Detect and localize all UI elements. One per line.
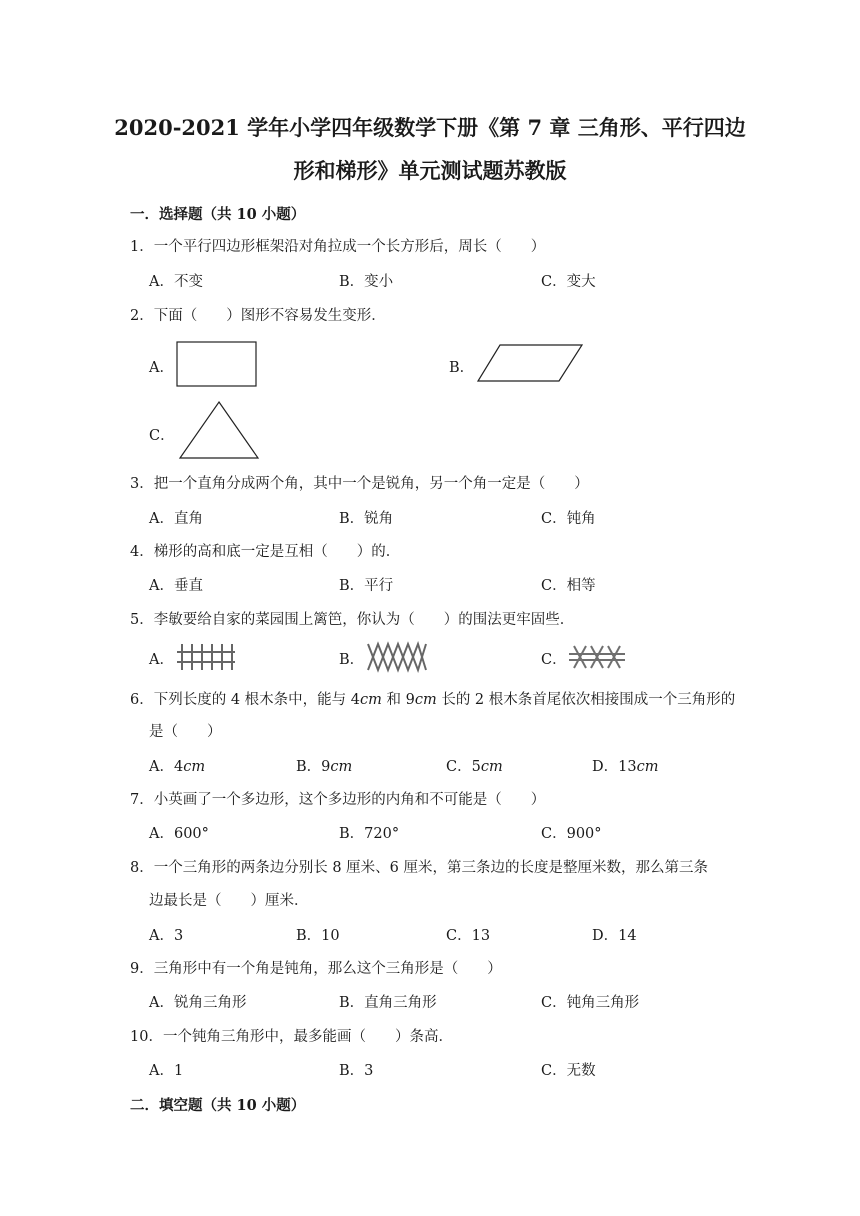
- question-6-option-b: B．9cm: [296, 759, 353, 775]
- question-1-stem: 1．一个平行四边形框架沿对角拉成一个长方形后，周长（ ）: [130, 239, 546, 255]
- question-2-option-b: B．: [449, 360, 475, 376]
- question-3-option-c: C．钝角: [541, 511, 596, 527]
- question-1-option-b: B．变小: [339, 274, 394, 290]
- question-9-stem: 9．三角形中有一个角是钝角，那么这个三角形是（ ）: [130, 961, 502, 977]
- question-10-option-b: B．3: [339, 1063, 374, 1079]
- question-2-option-a: A．: [149, 360, 174, 376]
- question-6-stem-line-2: 是（ ）: [149, 724, 222, 740]
- question-9-option-c: C．钝角三角形: [541, 995, 640, 1011]
- section-heading-fill-blank: 二．填空题（共 10 小题）: [130, 1097, 306, 1114]
- question-9-option-b: B．直角三角形: [339, 995, 437, 1011]
- question-6-stem: 6．下列长度的 4 根木条中，能与 4cm 和 9cm 长的 2 根木条首尾依次相接围成一个三角形的: [130, 692, 736, 708]
- question-5-option-a: A．: [149, 652, 174, 668]
- question-2-stem: 2．下面（ ）图形不容易发生变形．: [130, 308, 386, 324]
- question-5-option-c: C．: [541, 652, 567, 668]
- section-heading-choice: 一．选择题（共 10 小题）: [130, 206, 306, 223]
- question-4-option-b: B．平行: [339, 578, 394, 594]
- parallelogram-figure: [476, 343, 584, 383]
- question-1-option-c: C．变大: [541, 274, 596, 290]
- question-10-stem: 10．一个钝角三角形中，最多能画（ ）条高．: [130, 1029, 453, 1045]
- question-8-option-a: A．3: [149, 928, 184, 944]
- question-8-option-c: C．13: [446, 928, 491, 944]
- question-8-option-b: B．10: [296, 928, 340, 944]
- question-8-stem: 8．一个三角形的两条边分别长 8 厘米、6 厘米，第三条边的长度是整厘米数，那么第三条: [130, 860, 708, 876]
- question-7-option-b: B．720°: [339, 826, 400, 842]
- question-1-option-a: A．不变: [149, 274, 203, 290]
- fence-grid-figure: [176, 642, 236, 672]
- question-6-option-a: A．4cm: [149, 759, 206, 775]
- document-title-line-1: 2020-2021 学年小学四年级数学下册《第 7 章 三角形、平行四边: [114, 115, 746, 140]
- question-7-option-a: A．600°: [149, 826, 209, 842]
- question-4-stem: 4．梯形的高和底一定是互相（ ）的．: [130, 544, 401, 560]
- question-4-option-c: C．相等: [541, 578, 596, 594]
- question-3-option-a: A．直角: [149, 511, 203, 527]
- question-3-stem: 3．把一个直角分成两个角，其中一个是锐角，另一个角一定是（ ）: [130, 476, 589, 492]
- question-10-option-a: A．1: [149, 1063, 184, 1079]
- question-7-stem: 7．小英画了一个多边形，这个多边形的内角和不可能是（ ）: [130, 792, 546, 808]
- question-9-option-a: A．锐角三角形: [149, 995, 247, 1011]
- question-6-option-c: C．5cm: [446, 759, 503, 775]
- question-8-stem-line-2: 边最长是（ ）厘米．: [149, 893, 309, 909]
- triangle-figure: [178, 400, 260, 460]
- question-2-option-c: C．: [149, 428, 175, 444]
- fence-cross-figure: [568, 643, 626, 671]
- question-10-option-c: C．无数: [541, 1063, 596, 1079]
- rectangle-figure: [176, 341, 258, 387]
- question-7-option-c: C．900°: [541, 826, 602, 842]
- question-6-option-d: D．13cm: [592, 759, 659, 775]
- question-8-option-d: D．14: [592, 928, 637, 944]
- question-3-option-b: B．锐角: [339, 511, 394, 527]
- fence-crosshatch-figure: [366, 641, 428, 673]
- question-5-stem: 5．李敏要给自家的菜园围上篱笆，你认为（ ）的围法更牢固些．: [130, 612, 575, 628]
- document-title-line-2: 形和梯形》单元测试题苏教版: [293, 158, 567, 183]
- question-5-option-b: B．: [339, 652, 365, 668]
- question-4-option-a: A．垂直: [149, 578, 203, 594]
